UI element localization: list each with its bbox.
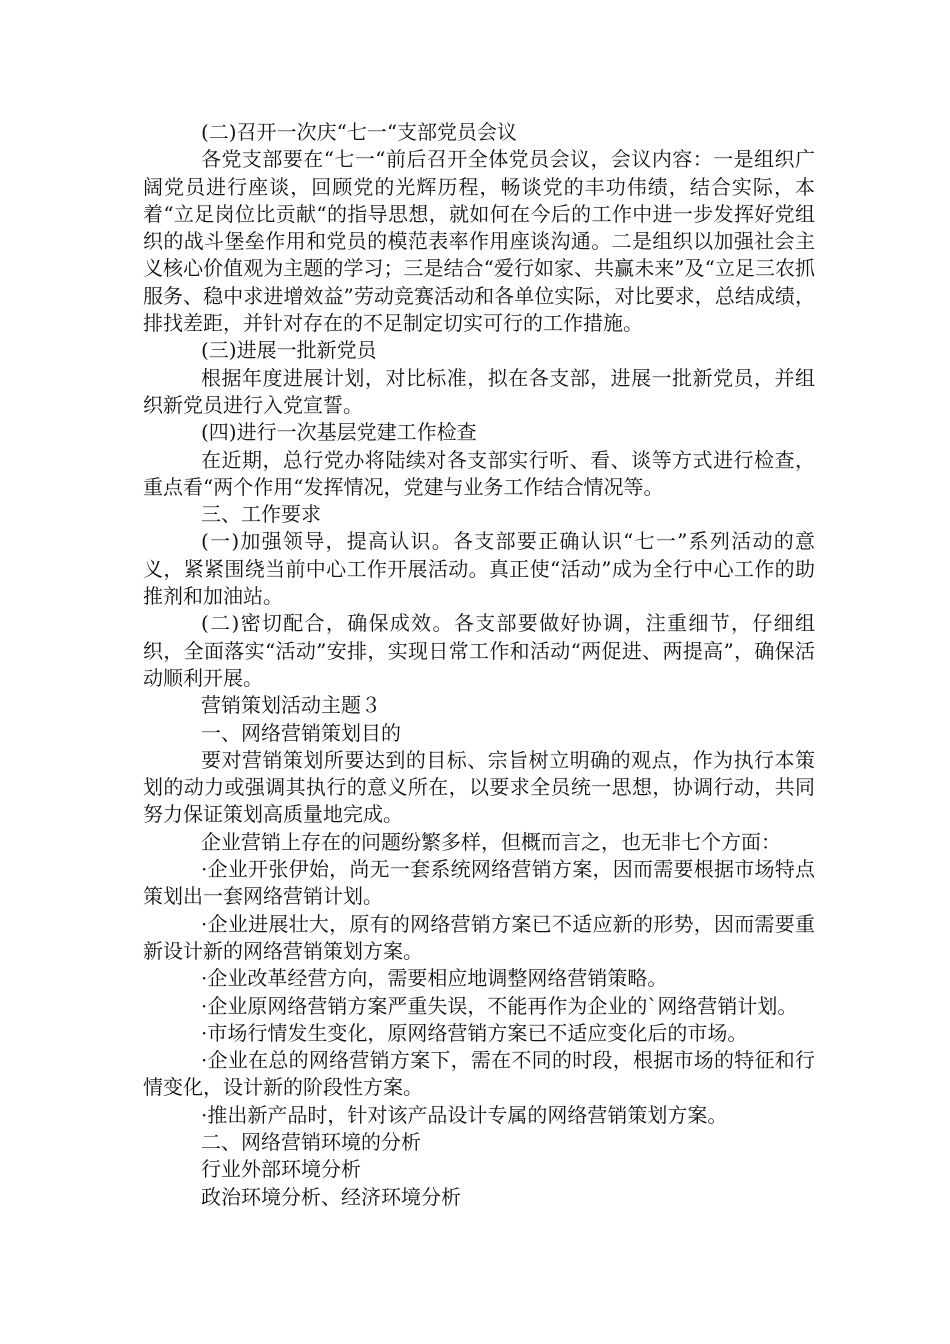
bullet-item: ·企业开张伊始，尚无一套系统网络营销方案，因而需要根据市场特点策划出一套网络营销计划。 (143, 857, 815, 909)
subsection-heading: (三)进展一批新党员 (201, 338, 377, 363)
bullet-item: ·市场行情发生变化，原网络营销方案已不适应变化后的市场。 (201, 1020, 748, 1045)
body-paragraph: 根据年度进展计划，对比标准，拟在各支部，进展一批新党员，并组织新党员进行入党宣誓。 (143, 365, 815, 417)
body-paragraph: 企业营销上存在的问题纷繁多样，但概而言之，也无非七个方面： (201, 829, 781, 854)
body-paragraph: 在近期，总行党办将陆续对各支部实行听、看、谈等方式进行检查，重点看“两个作用“发挥情况，党建与业务工作结合情况等。 (143, 447, 815, 499)
subsection-heading: (二)召开一次庆“七一“支部党员会议 (201, 120, 518, 144)
subsection-heading: (四)进行一次基层党建工作检查 (201, 420, 477, 445)
section-heading: 二、网络营销环境的分析 (201, 1129, 421, 1154)
body-paragraph: 要对营销策划所要达到的目标、宗旨树立明确的观点，作为执行本策划的动力或强调其执行的意义所在，以要求全员统一思想，协调行动，共同努力保证策划高质量地完成。 (143, 747, 815, 827)
body-paragraph: 政治环境分析、经济环境分析 (201, 1184, 461, 1209)
body-paragraph: 各党支部要在“七一“前后召开全体党员会议，会议内容：一是组织广阔党员进行座谈，回顾党的光辉历程，畅谈党的丰功伟绩，结合实际，本着“立足岗位比贡献“的指导思想，就如何在今后的工作中进一步发挥好党组织的战斗堡垒作用和党员的模范表率作用座谈沟通。二是组织以加强社会主义核心价值观为主题的学习；三是结合“爱行如家、共赢未来”及“立足三农抓服务、稳中求进增效益”劳动竞赛活动和各单位实际，对比要求，总结成绩，排找差距，并针对存在的不足制定切实可行的工作措施。 (143, 147, 815, 336)
bullet-item: ·企业在总的网络营销方案下，需在不同的时段，根据市场的特征和行情变化，设计新的阶段性方案。 (143, 1048, 815, 1100)
bullet-item: ·推出新产品时，针对该产品设计专属的网络营销策划方案。 (201, 1102, 728, 1127)
document-body (143, 119, 815, 1211)
bullet-item: ·企业原网络营销方案严重失误，不能再作为企业的`网络营销计划。 (201, 993, 798, 1018)
bullet-item: ·企业进展壮大，原有的网络营销方案已不适应新的形势，因而需要重新设计新的网络营销策划方案。 (143, 911, 815, 963)
section-heading: 三、工作要求 (201, 502, 321, 527)
section-heading: 一、网络营销策划目的 (201, 720, 401, 745)
body-paragraph: (一)加强领导，提高认识。各支部要正确认识“七一”系列活动的意义，紧紧围绕当前中心工作开展活动。真正使“活动”成为全行中心工作的助推剂和加油站。 (143, 529, 815, 609)
document-title: 营销策划活动主题３ (201, 693, 381, 718)
subsection-heading: 行业外部环境分析 (201, 1157, 361, 1182)
bullet-item: ·企业改革经营方向，需要相应地调整网络营销策略。 (201, 966, 668, 991)
body-paragraph: (二)密切配合，确保成效。各支部要做好协调，注重细节，仔细组织，全面落实“活动”安排，实现日常工作和活动“两促进、两提高”，确保活动顺利开展。 (143, 611, 815, 690)
